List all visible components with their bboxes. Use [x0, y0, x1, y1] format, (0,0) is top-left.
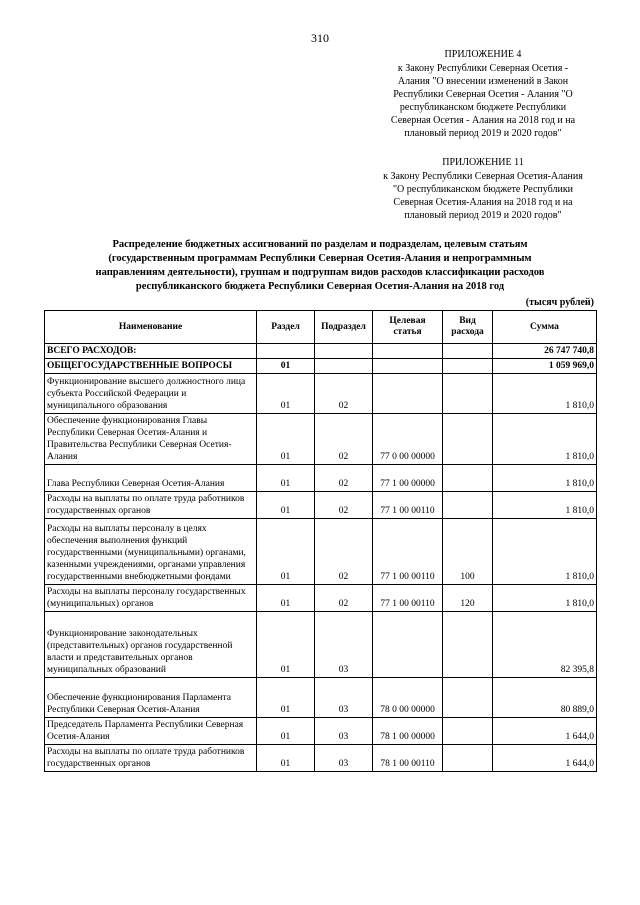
cell-section: 01	[257, 678, 315, 718]
table-row	[45, 492, 597, 519]
cell-target	[373, 612, 443, 678]
cell-name: Расходы на выплаты по оплате труда работников государственных органов	[45, 745, 257, 772]
table-row	[45, 585, 597, 612]
cell-section: 01	[257, 718, 315, 745]
table-row	[45, 718, 597, 745]
appendix-heading: ПРИЛОЖЕНИЕ 11	[442, 157, 524, 168]
cell-section: 01	[257, 359, 315, 374]
cell-name: Глава Республики Северная Осетия-Алания	[45, 465, 257, 492]
table-row	[45, 519, 597, 585]
header-expense-type: Вид расхода	[443, 311, 493, 344]
header-name: Наименование	[45, 311, 257, 344]
cell-subsection: 03	[315, 745, 373, 772]
cell-amount: 26 747 740,8	[493, 344, 597, 359]
appendix-line: республиканском бюджете Республики	[399, 102, 567, 113]
title-line: Распределение бюджетных ассигнований по разделам и подразделам, целевым статьям	[112, 239, 528, 250]
cell-target	[373, 344, 443, 359]
cell-name: Обеспечение функционирования Парламента Республики Северная Осетия-Алания	[45, 678, 257, 718]
cell-subsection	[315, 344, 373, 359]
cell-subsection: 02	[315, 585, 373, 612]
cell-target: 77 1 00 00000	[373, 465, 443, 492]
cell-subsection: 02	[315, 374, 373, 414]
cell-target	[373, 374, 443, 414]
cell-expense-type	[443, 374, 493, 414]
cell-subsection: 02	[315, 519, 373, 585]
cell-expense-type	[443, 465, 493, 492]
cell-section: 01	[257, 612, 315, 678]
appendix-line: Северная Осетия-Алания на 2018 год и на	[393, 197, 573, 208]
title-line: направлениям деятельности), группам и подгруппам видов расходов классификации расходов	[95, 267, 545, 278]
cell-amount: 82 395,8	[493, 612, 597, 678]
cell-expense-type	[443, 344, 493, 359]
cell-expense-type	[443, 359, 493, 374]
appendix-4-note	[368, 48, 598, 140]
appendix-line: плановый период 2019 и 2020 годов"	[404, 128, 562, 139]
cell-subsection: 02	[315, 465, 373, 492]
table-body	[45, 344, 597, 772]
cell-name: Расходы на выплаты персоналу государственных (муниципальных) органов	[45, 585, 257, 612]
cell-section: 01	[257, 585, 315, 612]
cell-amount: 1 810,0	[493, 465, 597, 492]
cell-name: ВСЕГО РАСХОДОВ:	[45, 344, 257, 359]
cell-name: Расходы на выплаты персоналу в целях обеспечения выполнения функций государственными (муниципальными) органами, казенными учреждениями, органами управления государственными внебюджетными фондами	[45, 519, 257, 585]
table-row	[45, 374, 597, 414]
cell-subsection: 02	[315, 492, 373, 519]
table-row	[45, 745, 597, 772]
cell-amount: 80 889,0	[493, 678, 597, 718]
cell-name: Функционирование законодательных (представительных) органов государственной власти и представительных органов муниципальных образований	[45, 612, 257, 678]
cell-target: 78 0 00 00000	[373, 678, 443, 718]
cell-amount: 1 644,0	[493, 745, 597, 772]
appendix-line: к Закону Республики Северная Осетия-Алания	[383, 171, 583, 182]
cell-amount: 1 810,0	[493, 374, 597, 414]
cell-name: Расходы на выплаты по оплате труда работников государственных органов	[45, 492, 257, 519]
cell-target: 77 0 00 00000	[373, 414, 443, 465]
cell-expense-type	[443, 718, 493, 745]
table-header-row	[45, 311, 597, 344]
table-row	[45, 678, 597, 718]
cell-section: 01	[257, 519, 315, 585]
cell-target: 77 1 00 00110	[373, 519, 443, 585]
cell-section: 01	[257, 414, 315, 465]
header-section: Раздел	[257, 311, 315, 344]
document-title	[60, 238, 580, 294]
budget-table	[44, 310, 597, 772]
table-row	[45, 465, 597, 492]
cell-name: Функционирование высшего должностного лица субъекта Российской Федерации и муниципального образования	[45, 374, 257, 414]
appendix-11-note	[368, 156, 598, 222]
cell-section: 01	[257, 465, 315, 492]
cell-target: 78 1 00 00000	[373, 718, 443, 745]
cell-expense-type: 100	[443, 519, 493, 585]
cell-amount: 1 810,0	[493, 414, 597, 465]
header-target: Целевая статья	[373, 311, 443, 344]
page-number: 310	[311, 31, 329, 45]
cell-target: 78 1 00 00110	[373, 745, 443, 772]
appendix-line: к Закону Республики Северная Осетия -	[397, 63, 569, 74]
cell-expense-type	[443, 678, 493, 718]
cell-subsection: 03	[315, 678, 373, 718]
cell-section	[257, 344, 315, 359]
header-subsection: Подраздел	[315, 311, 373, 344]
units-label: (тысяч рублей)	[525, 297, 594, 308]
table-row	[45, 414, 597, 465]
cell-expense-type	[443, 414, 493, 465]
cell-name: ОБЩЕГОСУДАРСТВЕННЫЕ ВОПРОСЫ	[45, 359, 257, 374]
appendix-line: Республики Северная Осетия - Алания "О	[393, 89, 573, 100]
cell-section: 01	[257, 492, 315, 519]
cell-section: 01	[257, 745, 315, 772]
cell-expense-type	[443, 492, 493, 519]
header-amount: Сумма	[493, 311, 597, 344]
appendix-line: Алания "О внесении изменений в Закон	[397, 76, 569, 87]
cell-name: Обеспечение функционирования Главы Республики Северная Осетия-Алания и Правительства Республики Северная Осетия-Алания	[45, 414, 257, 465]
cell-subsection: 03	[315, 612, 373, 678]
table-row	[45, 612, 597, 678]
cell-amount: 1 644,0	[493, 718, 597, 745]
cell-target	[373, 359, 443, 374]
table-row	[45, 359, 597, 374]
cell-expense-type: 120	[443, 585, 493, 612]
title-line: (государственным программам Республики Северная Осетия-Алания и непрограммным	[108, 253, 532, 264]
cell-subsection: 03	[315, 718, 373, 745]
cell-expense-type	[443, 745, 493, 772]
cell-name: Председатель Парламента Республики Северная Осетия-Алания	[45, 718, 257, 745]
cell-subsection	[315, 359, 373, 374]
appendix-line: плановый период 2019 и 2020 годов"	[404, 210, 562, 221]
appendix-line: Северная Осетия - Алания на 2018 год и на	[390, 115, 576, 126]
cell-amount: 1 810,0	[493, 585, 597, 612]
cell-amount: 1 810,0	[493, 519, 597, 585]
cell-expense-type	[443, 612, 493, 678]
cell-amount: 1 810,0	[493, 492, 597, 519]
cell-target: 77 1 00 00110	[373, 585, 443, 612]
cell-target: 77 1 00 00110	[373, 492, 443, 519]
appendix-line: "О республиканском бюджете Республики	[392, 184, 574, 195]
appendix-heading: ПРИЛОЖЕНИЕ 4	[444, 49, 522, 60]
cell-amount: 1 059 969,0	[493, 359, 597, 374]
table-row	[45, 344, 597, 359]
cell-section: 01	[257, 374, 315, 414]
title-line: республиканского бюджета Республики Северная Осетия-Алания на 2018 год	[135, 281, 505, 292]
cell-subsection: 02	[315, 414, 373, 465]
